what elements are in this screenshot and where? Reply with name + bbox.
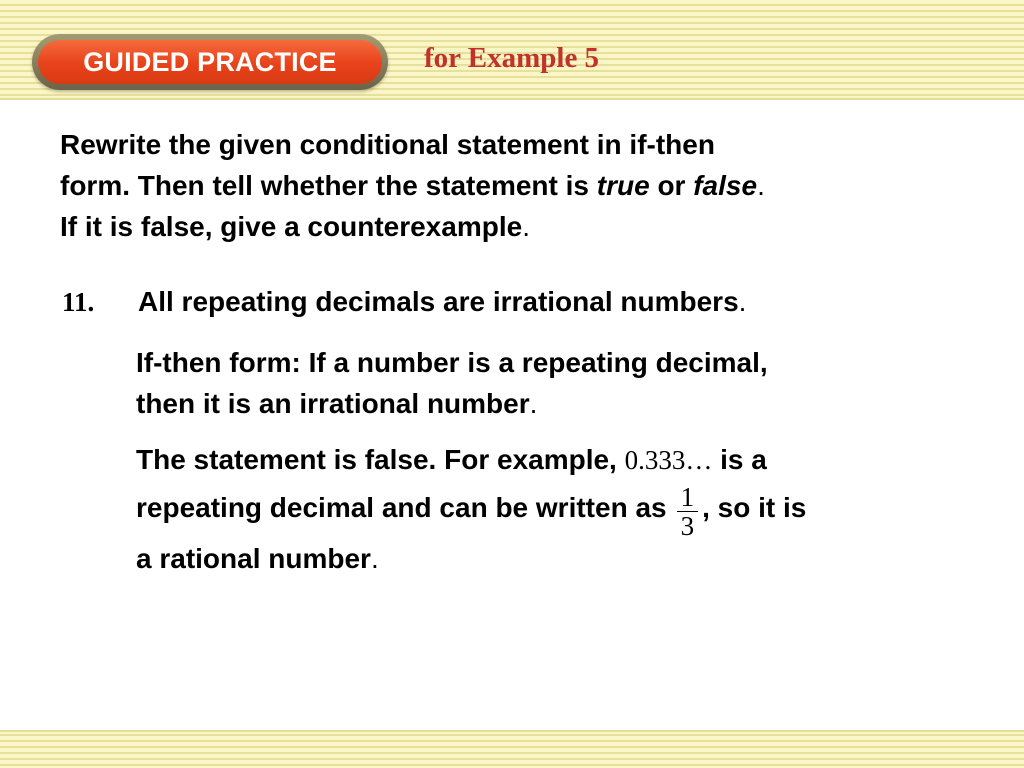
exercise-statement [138,281,746,322]
fraction-one-third [677,483,699,540]
if-then-line-2-text: then it is an irrational number [136,388,530,419]
word-true: true [596,170,650,201]
instructions-line-3 [60,206,765,247]
instructions-line-2 [60,165,765,206]
instructions-line-1: Rewrite the given conditional statement in if-then [60,129,715,160]
answer-line-3-text: a rational number [136,543,371,574]
answer-line-1-text: The statement is false. For example, [136,444,625,475]
statement-period: . [738,286,747,317]
repeating-decimal: 0.333… [624,445,713,475]
instructions-line-2-text: form. Then tell whether the statement is [60,170,597,201]
answer-line-3 [136,538,806,579]
badge-pill [38,40,382,84]
answer-explanation [136,439,806,579]
guided-practice-badge [32,34,388,90]
word-false: false [693,170,758,201]
word-or: or [649,170,694,201]
if-then-line-2 [136,383,768,424]
answer-line-1-end: is a [712,444,767,475]
fraction-denominator: 3 [680,511,695,541]
fraction-numerator: 1 [677,483,699,512]
exercise-number: 11. [62,287,95,317]
badge-label: GUIDED PRACTICE [83,46,337,77]
instructions-line-2-period: . [757,170,765,201]
answer-period: . [370,543,379,574]
example-reference: for Example 5 [424,42,600,74]
statement-text: All repeating decimals are irrational numbers [138,286,739,317]
answer-line-1 [136,439,806,481]
answer-line-2 [136,481,807,541]
if-then-period: . [529,388,538,419]
footer-band [0,730,1024,768]
if-then-line-1: If-then form: If a number is a repeating decimal, [136,347,768,378]
answer-line-2-end: , so it is [702,491,807,523]
answer-line-2-text: repeating decimal and can be written as [136,491,667,523]
instructions [60,124,765,247]
if-then-form [136,342,768,424]
instructions-line-3-text: If it is false, give a counterexample [60,211,523,242]
instructions-line-3-period: . [522,211,530,242]
